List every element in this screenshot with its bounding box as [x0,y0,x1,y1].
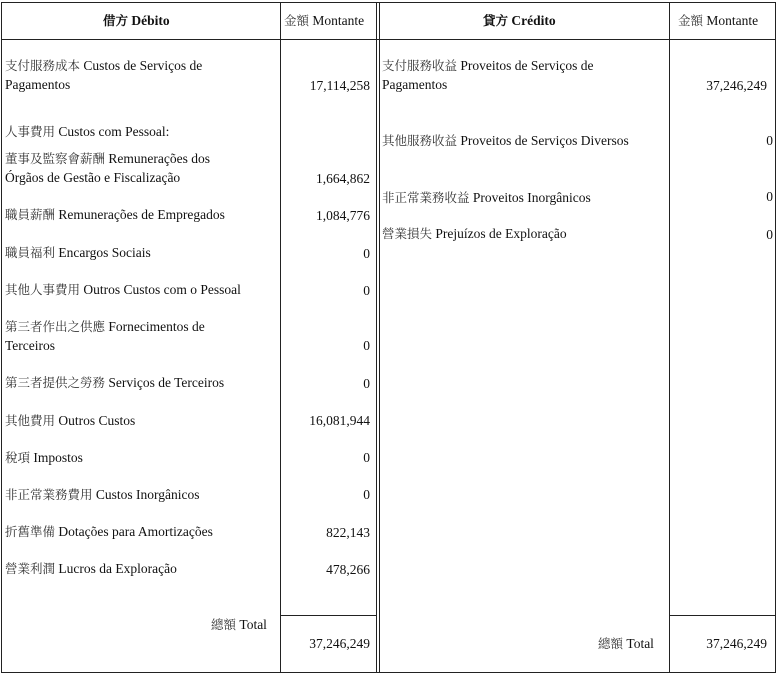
credit-row-label [382,56,594,75]
debit-amount-header-cn: 金額 [284,13,310,28]
credit-amount-header [678,11,758,30]
debit-row-amount: 16,081,944 [309,413,370,428]
credit-row-label-pt: Prejuízos de Exploração [435,226,567,241]
credit-row-amount: 37,246,249 [706,78,767,93]
debit-row-label [5,122,169,141]
debit-row-label-pt: Remunerações de Empregados [58,207,225,222]
credit-total-label-cn: 總額 [598,636,624,651]
credit-amount-header-cn: 金額 [678,13,704,28]
debit-row-label [5,485,200,504]
debit-row-label-cn: 非正常業務費用 [5,487,93,502]
debit-row-label-cn: 營業利潤 [5,561,56,576]
debit-header [103,11,170,30]
debit-total-amount: 37,246,249 [309,636,370,651]
debit-row-label [5,149,210,168]
credit-total-label-pt: Total [626,636,654,651]
credit-row-label-cn: 支付服務收益 [382,58,458,73]
debit-row-label-pt: Dotações para Amortizações [58,524,213,539]
column-divider-middle-inner [379,2,380,673]
credit-amount-header-pt: Montante [706,13,759,28]
credit-header [483,11,556,30]
credit-row-label-pt-cont: Pagamentos [382,77,448,92]
credit-row-label [382,131,629,150]
debit-row-label-pt: Custos Inorgânicos [95,487,200,502]
debit-amount-header-pt: Montante [312,13,365,28]
debit-row-label [5,411,135,430]
debit-row-label-cn: 職員薪酬 [5,207,56,222]
debit-row-amount: 0 [363,450,370,465]
debit-row-label-cn: 折舊準備 [5,524,56,539]
credit-total-amount: 37,246,249 [706,636,767,651]
debit-row-label-cn: 其他費用 [5,413,56,428]
credit-row-label-pt: Proveitos Inorgânicos [472,190,591,205]
debit-row-label-pt: Outros Custos com o Pessoal [83,282,241,297]
credit-row-amount: 0 [766,227,773,242]
table-border-top [1,2,776,3]
debit-row-amount: 822,143 [326,525,370,540]
debit-row-label [5,280,241,299]
debit-row-amount: 0 [363,338,370,353]
debit-total-label-cn: 總額 [211,617,237,632]
credit-row-label-pt: Proveitos de Serviços de [460,58,594,73]
debit-row-label-pt-cont: Terceiros [5,338,56,353]
credit-total-rule [669,615,776,616]
debit-total-rule [280,615,377,616]
debit-row-amount: 478,266 [326,562,370,577]
debit-row-amount: 0 [363,246,370,261]
debit-row-label-pt: Custos com Pessoal: [58,124,170,139]
table-border-bottom [1,672,776,673]
debit-row-label-cn: 第三者提供之勞務 [5,375,106,390]
debit-row-amount: 0 [363,283,370,298]
table-border-right [775,2,776,673]
table-border-left [1,2,2,673]
column-divider-credit-amount [669,2,670,673]
debit-row-label [5,317,205,336]
debit-row-label [5,522,213,541]
debit-row-label-pt: Impostos [33,450,83,465]
debit-total-label-pt: Total [239,617,267,632]
debit-row-label [5,56,202,75]
debit-row-label-pt: Serviços de Terceiros [108,375,225,390]
credit-row-amount: 0 [766,133,773,148]
credit-row-label-cn: 其他服務收益 [382,133,458,148]
debit-row-label [5,243,151,262]
debit-row-label-cn: 第三者作出之供應 [5,319,106,334]
credit-row-label-pt: Proveitos de Serviços Diversos [460,133,629,148]
credit-row-label-cn: 營業損失 [382,226,433,241]
debit-amount-header [284,11,364,30]
debit-row-amount: 0 [363,487,370,502]
debit-row-label [5,373,224,392]
column-divider-middle [376,2,377,673]
debit-row-label-cn: 支付服務成本 [5,58,81,73]
debit-row-label-pt-cont: Pagamentos [5,77,71,92]
debit-row-label [5,448,83,467]
debit-row-label-cn: 人事費用 [5,124,56,139]
credit-row-label [382,224,567,243]
debit-row-label-pt: Outros Custos [58,413,136,428]
debit-row-label-pt: Remunerações dos [108,151,210,166]
debit-row-amount: 17,114,258 [309,78,370,93]
debit-row-label-cn: 其他人事費用 [5,282,81,297]
credit-total-label [598,634,654,653]
debit-row-amount: 0 [363,376,370,391]
credit-row-label-cn: 非正常業務收益 [382,190,470,205]
debit-row-amount: 1,084,776 [316,208,370,223]
debit-row-label-pt: Lucros da Exploração [58,561,177,576]
column-divider-debit-amount [280,2,281,673]
debit-header-cn: 借方 [103,13,129,28]
debit-header-pt: Débito [131,13,170,28]
debit-row-label-cn: 稅項 [5,450,31,465]
debit-row-amount: 1,664,862 [316,171,370,186]
debit-row-label-pt-cont: Órgãos de Gestão e Fiscalização [5,170,181,185]
table-border-header-bottom [1,39,776,40]
debit-row-label [5,205,225,224]
debit-row-label-pt: Fornecimentos de [108,319,205,334]
debit-total-label [211,615,267,634]
debit-row-label-pt: Custos de Serviços de [83,58,203,73]
credit-row-label [382,188,591,207]
debit-row-label-pt: Encargos Sociais [58,245,151,260]
credit-header-cn: 貸方 [483,13,509,28]
debit-row-label [5,559,177,578]
credit-row-amount: 0 [766,189,773,204]
debit-row-label-cn: 董事及監察會薪酬 [5,151,106,166]
credit-header-pt: Crédito [511,13,556,28]
debit-row-label-cn: 職員福利 [5,245,56,260]
